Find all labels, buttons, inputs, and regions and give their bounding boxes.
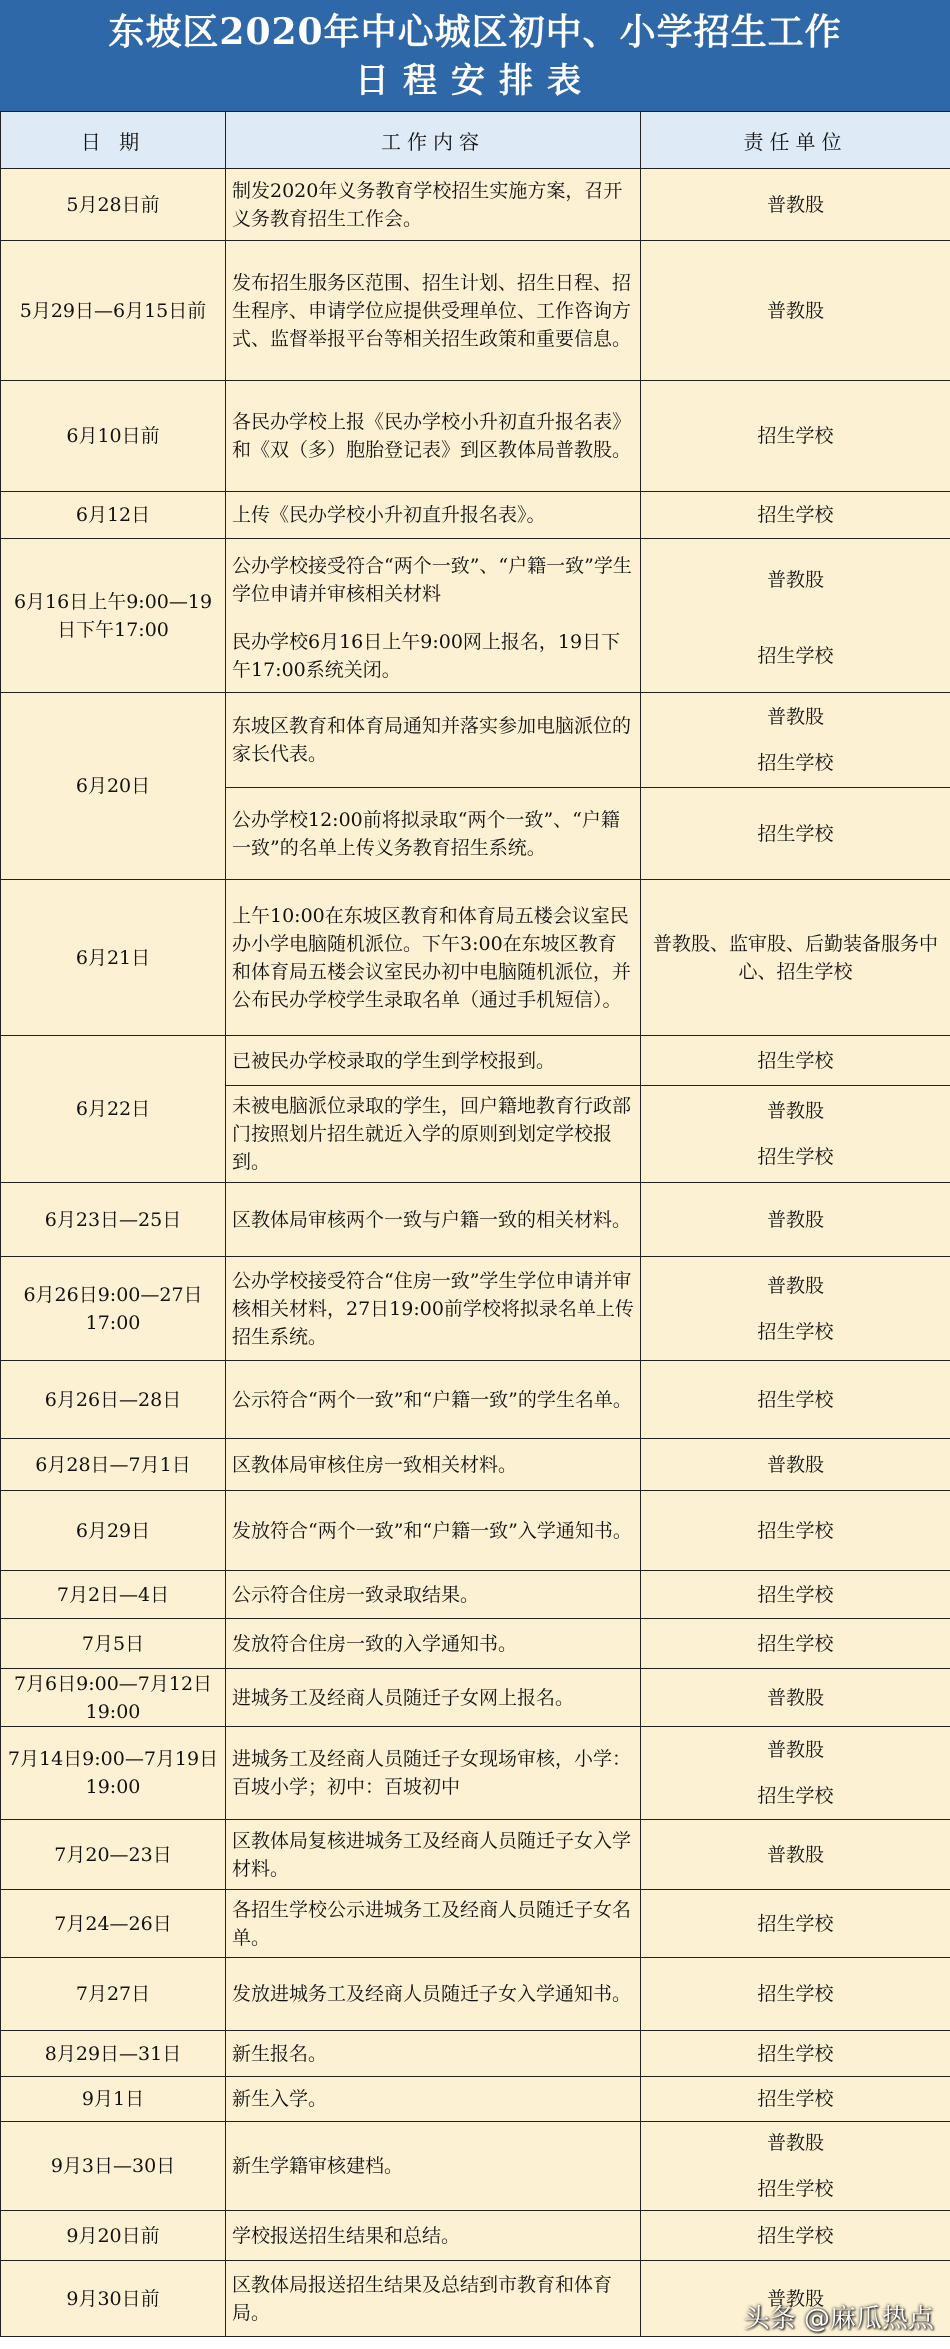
content-cell: 公示符合住房一致录取结果。	[226, 1571, 641, 1619]
content-cell: 民办学校6月16日上午9:00网上报名，19日下午17:00系统关闭。	[226, 621, 641, 693]
unit-label: 普教股	[766, 1843, 824, 1866]
unit-label: 招生学校	[757, 1049, 834, 1072]
table-row	[1, 2077, 950, 2122]
content-cell: 区教体局审核两个一致与户籍一致的相关材料。	[226, 1183, 641, 1257]
header-content: 工作内容	[226, 112, 641, 169]
content-cell: 新生报名。	[226, 2031, 641, 2077]
date-cell: 5月29日—6月15日前	[1, 241, 226, 381]
unit-label: 招生学校	[757, 1785, 834, 1807]
unit-cell	[641, 1669, 950, 1727]
table-row	[1, 1439, 950, 1491]
content-cell: 发布招生服务区范围、招生计划、招生日程、招生程序、申请学位应提供受理单位、工作咨询方式、监督举报平台等相关招生政策和重要信息。	[226, 241, 641, 381]
unit-label: 招生学校	[757, 1388, 834, 1411]
unit-label: 招生学校	[757, 2042, 834, 2065]
date-cell: 7月2日—4日	[1, 1571, 226, 1619]
unit-cell	[641, 1491, 950, 1571]
date-cell: 6月29日	[1, 1491, 226, 1571]
date-cell: 6月22日	[1, 1036, 226, 1183]
unit-label: 招生学校	[757, 822, 834, 845]
unit-label: 招生学校	[757, 504, 834, 526]
unit-cell	[641, 1727, 950, 1820]
content-cell: 公示符合“两个一致”和“户籍一致”的学生名单。	[226, 1361, 641, 1439]
unit-label: 招生学校	[757, 1583, 834, 1606]
table-row	[1, 169, 950, 241]
unit-label: 招生学校	[757, 2178, 834, 2200]
date-cell: 6月28日—7月1日	[1, 1439, 226, 1491]
unit-cell	[641, 621, 950, 693]
table-row	[1, 1257, 950, 1361]
date-cell: 9月1日	[1, 2077, 226, 2122]
unit-cell	[641, 492, 950, 539]
content-cell: 上午10:00在东坡区教育和体育局五楼会议室民办小学电脑随机派位。下午3:00在东坡区教育和体育局五楼会议室民办初中电脑随机派位，并公布民办学校学生录取名单（通过手机短信）。	[226, 880, 641, 1036]
unit-label: 招生学校	[757, 1632, 834, 1655]
unit-label: 招生学校	[757, 1519, 834, 1542]
table-row	[1, 381, 950, 492]
table-row	[1, 2211, 950, 2261]
content-cell: 东坡区教育和体育局通知并落实参加电脑派位的家长代表。	[226, 693, 641, 788]
unit-label: 普教股	[766, 2132, 824, 2154]
unit-label: 普教股	[766, 2287, 824, 2310]
unit-label: 普教股、监审股、后勤装备服务中心、招生学校	[652, 932, 938, 983]
table-row	[1, 2122, 950, 2211]
date-cell: 7月6日9:00—7月12日19:00	[1, 1669, 226, 1727]
unit-cell	[641, 241, 950, 381]
header-row	[1, 112, 950, 169]
unit-label: 招生学校	[757, 1320, 834, 1343]
content-cell: 新生入学。	[226, 2077, 641, 2122]
content-cell: 公办学校12:00前将拟录取“两个一致”、“户籍一致”的名单上传义务教育招生系统。	[226, 788, 641, 880]
unit-cell	[641, 1086, 950, 1183]
date-cell: 7月14日9:00—7月19日19:00	[1, 1727, 226, 1820]
table-row	[1, 539, 950, 621]
table-row	[1, 2031, 950, 2077]
unit-cell	[641, 1820, 950, 1890]
table-row	[1, 1890, 950, 1958]
unit-cell	[641, 539, 950, 621]
unit-cell	[641, 788, 950, 880]
content-cell: 未被电脑派位录取的学生，回户籍地教育行政部门按照划片招生就近入学的原则到划定学校报到。	[226, 1086, 641, 1183]
date-cell: 6月26日—28日	[1, 1361, 226, 1439]
unit-label: 招生学校	[757, 1983, 834, 2005]
date-cell: 8月29日—31日	[1, 2031, 226, 2077]
content-cell: 公办学校接受符合“住房一致”学生学位申请并审核相关材料，27日19:00前学校将拟录名单上传招生系统。	[226, 1257, 641, 1361]
date-cell: 9月30日前	[1, 2261, 226, 2337]
table-row	[1, 492, 950, 539]
unit-cell	[641, 169, 950, 241]
date-cell: 7月24—26日	[1, 1890, 226, 1958]
table-row	[1, 1183, 950, 1257]
table-row	[1, 1361, 950, 1439]
unit-cell	[641, 1183, 950, 1257]
date-cell: 9月3日—30日	[1, 2122, 226, 2211]
unit-label: 招生学校	[757, 2088, 834, 2110]
unit-cell	[641, 1619, 950, 1669]
date-cell: 6月16日上午9:00—19日下午17:00	[1, 539, 226, 693]
table-row	[1, 1669, 950, 1727]
content-cell: 新生学籍审核建档。	[226, 2122, 641, 2211]
content-cell: 上传《民办学校小升初直升报名表》。	[226, 492, 641, 539]
unit-label: 招生学校	[757, 752, 834, 774]
date-cell: 6月10日前	[1, 381, 226, 492]
date-cell: 7月20—23日	[1, 1820, 226, 1890]
content-cell: 区教体局报送招生结果及总结到市教育和体育局。	[226, 2261, 641, 2337]
header-unit: 责任单位	[641, 112, 950, 169]
watermark: 头条 @麻瓜热点	[743, 2304, 934, 2334]
date-cell: 7月27日	[1, 1958, 226, 2031]
date-cell: 6月23日—25日	[1, 1183, 226, 1257]
date-cell: 6月26日9:00—27日17:00	[1, 1257, 226, 1361]
unit-label: 普教股	[766, 1208, 824, 1231]
content-cell: 进城务工及经商人员随迁子女现场审核，小学：百坡小学；初中：百坡初中	[226, 1727, 641, 1820]
unit-label: 招生学校	[757, 425, 834, 447]
table-row	[1, 880, 950, 1036]
unit-label: 普教股	[766, 1686, 824, 1709]
unit-cell	[641, 1439, 950, 1491]
unit-label: 普教股	[766, 1453, 824, 1476]
unit-cell	[641, 2077, 950, 2122]
date-cell: 6月20日	[1, 693, 226, 880]
table-row	[1, 1727, 950, 1820]
date-cell: 9月20日前	[1, 2211, 226, 2261]
unit-cell	[641, 693, 950, 788]
content-cell: 制发2020年义务教育学校招生实施方案，召开义务教育招生工作会。	[226, 169, 641, 241]
unit-label: 招生学校	[757, 1146, 834, 1168]
table-row	[1, 693, 950, 788]
unit-cell	[641, 1571, 950, 1619]
title-banner	[0, 0, 950, 111]
content-cell: 公办学校接受符合“两个一致”、“户籍一致”学生学位申请并审核相关材料	[226, 539, 641, 621]
unit-cell	[641, 1257, 950, 1361]
unit-label: 普教股	[766, 193, 824, 216]
page-subtitle: 日程安排表	[355, 60, 595, 101]
date-cell: 6月12日	[1, 492, 226, 539]
unit-label: 招生学校	[757, 2224, 834, 2247]
unit-cell	[641, 880, 950, 1036]
page-title: 东坡区2020年中心城区初中、小学招生工作	[108, 10, 842, 53]
date-cell: 5月28日前	[1, 169, 226, 241]
table-row	[1, 1958, 950, 2031]
unit-label: 招生学校	[757, 1912, 834, 1935]
header-date: 日 期	[1, 112, 226, 169]
unit-label: 普教股	[766, 706, 824, 728]
content-cell: 已被民办学校录取的学生到学校报到。	[226, 1036, 641, 1086]
date-cell: 6月21日	[1, 880, 226, 1036]
unit-label: 招生学校	[757, 645, 834, 668]
content-cell: 各招生学校公示进城务工及经商人员随迁子女名单。	[226, 1890, 641, 1958]
unit-cell	[641, 2122, 950, 2211]
table-row	[1, 1571, 950, 1619]
table-row	[1, 1820, 950, 1890]
table-row	[1, 241, 950, 381]
unit-label: 普教股	[766, 299, 824, 322]
unit-cell	[641, 2211, 950, 2261]
content-cell: 发放符合“两个一致”和“户籍一致”入学通知书。	[226, 1491, 641, 1571]
table-row	[1, 1619, 950, 1669]
content-cell: 区教体局复核进城务工及经商人员随迁子女入学材料。	[226, 1820, 641, 1890]
unit-cell	[641, 1958, 950, 2031]
table-row	[1, 1036, 950, 1086]
content-cell: 学校报送招生结果和总结。	[226, 2211, 641, 2261]
schedule-table	[0, 111, 950, 2337]
content-cell: 发放进城务工及经商人员随迁子女入学通知书。	[226, 1958, 641, 2031]
unit-cell	[641, 1036, 950, 1086]
content-cell: 发放符合住房一致的入学通知书。	[226, 1619, 641, 1669]
unit-label: 普教股	[766, 1739, 824, 1761]
table-row	[1, 1491, 950, 1571]
date-cell: 7月5日	[1, 1619, 226, 1669]
unit-label: 普教股	[766, 568, 824, 591]
unit-cell	[641, 1361, 950, 1439]
content-cell: 进城务工及经商人员随迁子女网上报名。	[226, 1669, 641, 1727]
unit-cell	[641, 381, 950, 492]
unit-cell	[641, 1890, 950, 1958]
content-cell: 区教体局审核住房一致相关材料。	[226, 1439, 641, 1491]
unit-label: 普教股	[766, 1274, 824, 1297]
content-cell: 各民办学校上报《民办学校小升初直升报名表》和《双（多）胞胎登记表》到区教体局普教股。	[226, 381, 641, 492]
unit-label: 普教股	[766, 1100, 824, 1122]
unit-cell	[641, 2031, 950, 2077]
